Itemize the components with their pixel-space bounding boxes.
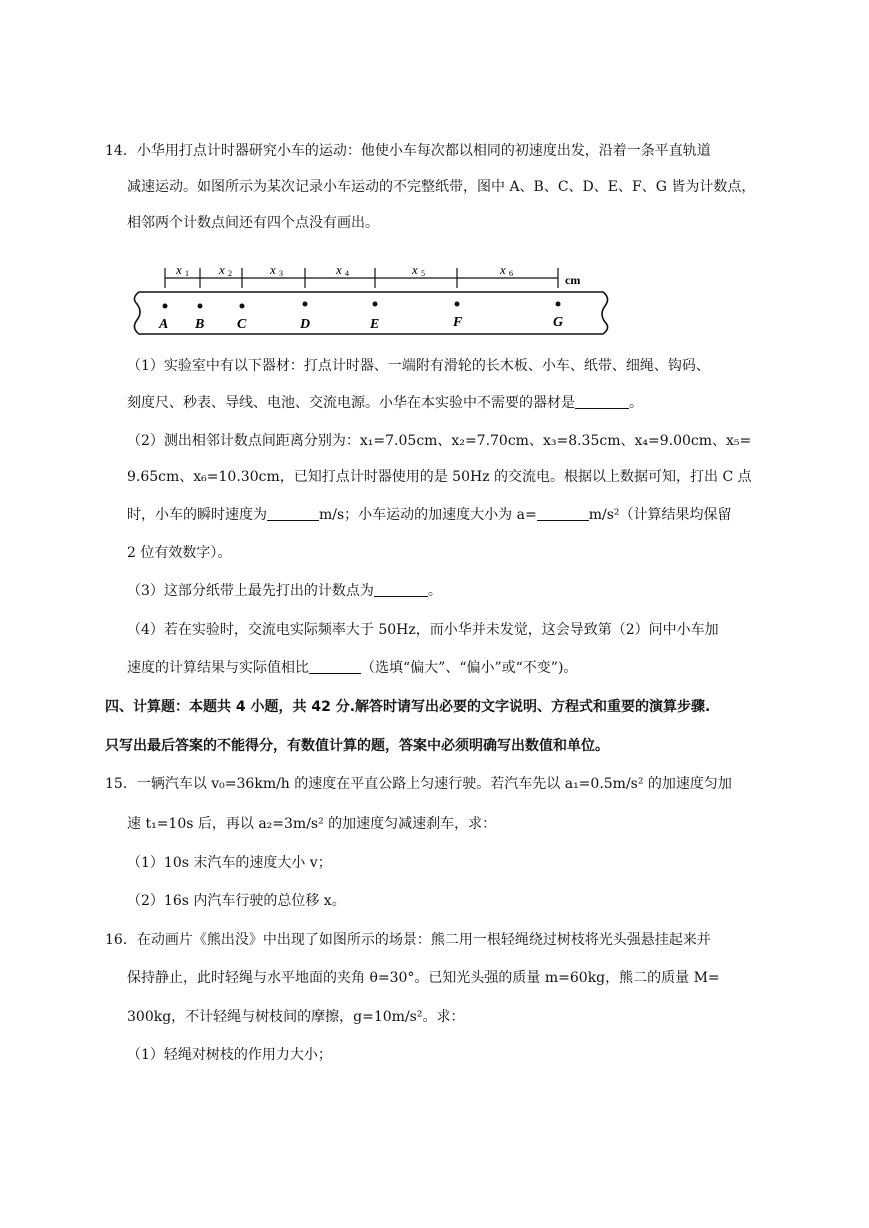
answer-blank: [537, 506, 589, 521]
svg-text:4: 4: [345, 269, 349, 278]
point-label-a: A: [159, 317, 169, 332]
segment-label: x: [336, 262, 342, 277]
segment-label: x: [270, 262, 276, 277]
q14-line1: 14．小华用打点计时器研究小车的运动：他使小车每次都以相同的初速度出发，沿着一条平直轨道: [105, 143, 711, 159]
segment-label: x: [176, 262, 182, 277]
q14-p3: （3）这部分纸带上最先打出的计数点为 。: [127, 583, 442, 599]
q14-p2-line2: 9.65cm、x₆=10.30cm，已知打点计时器使用的是 50Hz 的交流电。根据以上数据可知，打出 C 点: [127, 469, 752, 485]
tape-dot: [556, 302, 561, 307]
q15-line2: 速 t₁=10s 后，再以 a₂=3m/s² 的加速度匀减速刹车，求：: [127, 816, 497, 832]
svg-text:5: 5: [421, 269, 425, 278]
q14-p2-line3: 时，小车的瞬时速度为 m/s；小车运动的加速度大小为 a= m/s²（计算结果均保留: [127, 507, 732, 523]
answer-blank: [309, 659, 361, 674]
q14-p1-line2: 刻度尺、秒表、导线、电池、交流电源。小华在本实验中不需要的器材是 。: [127, 395, 643, 411]
q16-line3: 300kg，不计轻绳与树枝间的摩擦，g=10m/s²。求：: [127, 1009, 465, 1025]
q15-p1: （1）10s 末汽车的速度大小 v；: [127, 855, 332, 871]
tape-dot: [373, 302, 378, 307]
point-label-c: C: [237, 317, 247, 332]
answer-blank: [267, 506, 319, 521]
q14-line2: 减速运动。如图所示为某次记录小车运动的不完整纸带，图中 A、B、C、D、E、F、G 皆为计数点，: [127, 179, 756, 195]
point-label-d: D: [300, 317, 311, 332]
tape-dot: [240, 304, 245, 309]
point-label-b: B: [195, 317, 205, 332]
q14-p1-line1: （1）实验室中有以下器材：打点计时器、一端附有滑轮的长木板、小车、纸带、细绳、钩码、: [127, 358, 710, 374]
q14-p2-line4: 2 位有效数字）。: [127, 545, 232, 561]
q14-line3: 相邻两个计数点间还有四个点没有画出。: [127, 215, 379, 231]
segment-label: x: [219, 262, 225, 277]
tape-dot: [163, 304, 168, 309]
answer-blank: [575, 394, 629, 409]
answer-blank: [374, 582, 428, 597]
unit-label: cm: [565, 273, 581, 287]
q15-line1: 15．一辆汽车以 v₀=36km/h 的速度在平直公路上匀速行驶。若汽车先以 a₁=0.5m/s² 的加速度匀加: [105, 776, 732, 792]
svg-text:6: 6: [509, 269, 513, 278]
svg-text:3: 3: [279, 269, 283, 278]
q14-p4-line1: （4）若在实验时，交流电实际频率大于 50Hz，而小华并未发觉，这会导致第（2）问中小车加: [127, 622, 719, 638]
ticker-tape-figure: [125, 262, 615, 342]
q16-line1: 16．在动画片《熊出没》中出现了如图所示的场景：熊二用一根轻绳绕过树枝将光头强悬挂起来并: [105, 932, 711, 948]
svg-text:1: 1: [185, 269, 189, 278]
segment-label: x: [500, 262, 506, 277]
tape-dot: [303, 302, 308, 307]
point-label-e: E: [370, 317, 380, 332]
point-label-g: G: [553, 315, 564, 330]
q16-line2: 保持静止，此时轻绳与水平地面的夹角 θ=30°。已知光头强的质量 m=60kg，熊二的质量 M=: [127, 970, 720, 986]
q14-p2-line1: （2）测出相邻计数点间距离分别为：x₁=7.05cm、x₂=7.70cm、x₃=8.35cm、x₄=9.00cm、x₅=: [127, 433, 752, 449]
tape-dot: [455, 302, 460, 307]
q15-p2: （2）16s 内汽车行驶的总位移 x。: [127, 893, 346, 909]
q14-p4-line2: 速度的计算结果与实际值相比 （选填“偏大”、“偏小”或“不变”)。: [127, 660, 578, 676]
point-label-f: F: [453, 315, 463, 330]
section4-heading-line1: 四、计算题：本题共 4 小题，共 42 分.解答时请写出必要的文字说明、方程式和重要的演算步骤.: [105, 699, 711, 715]
section4-heading-line2: 只写出最后答案的不能得分，有数值计算的题，答案中必须明确写出数值和单位。: [105, 738, 609, 754]
tape-dot: [198, 304, 203, 309]
q16-p1: （1）轻绳对树枝的作用力大小；: [127, 1047, 332, 1063]
segment-label: x: [412, 262, 418, 277]
svg-text:2: 2: [228, 269, 232, 278]
